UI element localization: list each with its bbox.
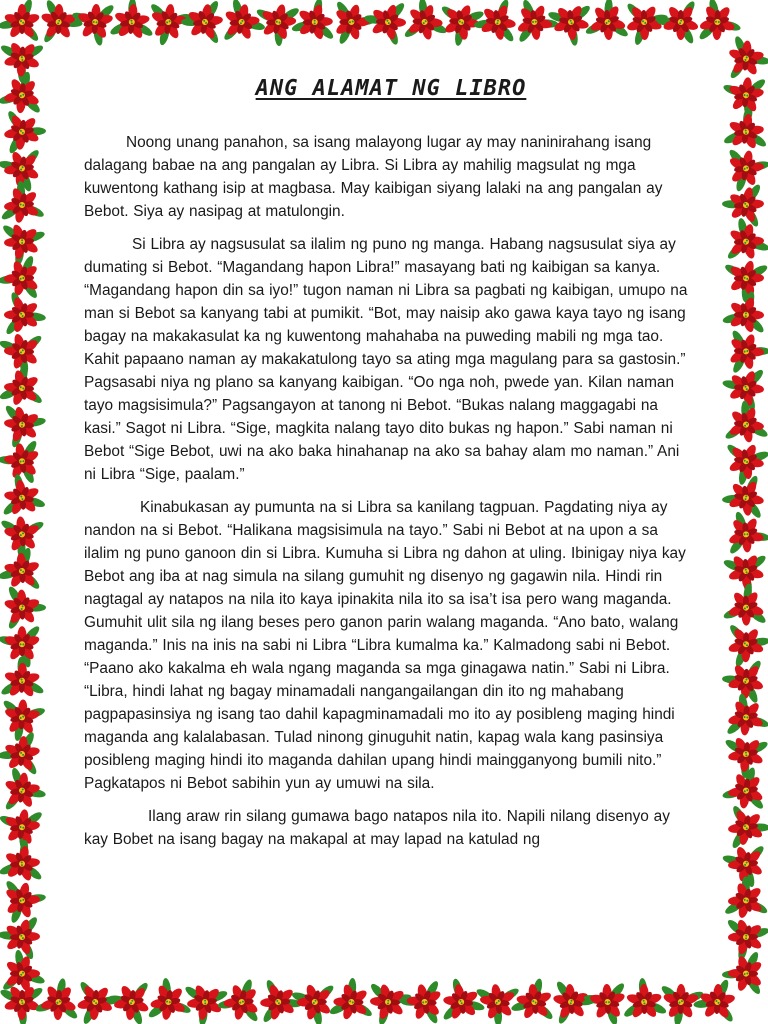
poinsettia-icon bbox=[173, 968, 235, 1024]
poinsettia-icon bbox=[724, 216, 768, 261]
poinsettia-icon bbox=[722, 250, 768, 306]
poinsettia-icon bbox=[402, 0, 450, 42]
poinsettia-icon bbox=[0, 392, 52, 452]
poinsettia-icon bbox=[177, 0, 227, 46]
poinsettia-icon bbox=[716, 104, 768, 166]
poinsettia-icon bbox=[0, 613, 56, 674]
poinsettia-icon bbox=[0, 907, 46, 962]
poinsettia-icon bbox=[0, 762, 49, 812]
poinsettia-icon bbox=[218, 0, 267, 43]
poinsettia-icon bbox=[692, 977, 737, 1024]
paragraph-4: Ilang araw rin silang gumawa bago natapos nila ito. Napili nilang disenyo ay kay Bobet na isang bagay na makapal at may lapad na katulad ng bbox=[84, 808, 670, 848]
poinsettia-icon bbox=[0, 471, 53, 531]
poinsettia-icon bbox=[0, 0, 41, 43]
poinsettia-icon bbox=[0, 577, 51, 633]
poinsettia-icon bbox=[0, 64, 54, 121]
poinsettia-icon bbox=[285, 0, 347, 56]
poinsettia-icon bbox=[713, 141, 768, 200]
paragraph-1: Noong unang panahon, sa isang malayong lugar ay may naninirahang isang dalagang babae na ang pangalan ay Libra. Si Libra ay mahilig magsulat ng mga kuwentong kathang isip at magbasa. May kaibigan siyang lalaki na ang pangalan ay Bebot. Siya ay nasipag at matulongin. bbox=[84, 134, 663, 220]
poinsettia-icon bbox=[321, 974, 375, 1024]
poinsettia-icon bbox=[291, 983, 337, 1024]
poinsettia-icon bbox=[714, 538, 768, 599]
poinsettia-icon bbox=[105, 980, 157, 1024]
poinsettia-icon bbox=[0, 289, 52, 345]
poinsettia-icon bbox=[507, 976, 555, 1024]
poinsettia-icon bbox=[0, 246, 55, 307]
paragraph-3: Kinabukasan ay pumunta na si Libra sa kanilang tagpuan. Pagdating niya ay nandon na si Bebot. “Halikana magsisimula na tayo.” Sabi ni Bebot at na upon a sa ilalim ng puno ganoon din si Libra. Kumuha si Libra ng dahon at uling. Ibinigay niya kay Bebot ang iba at nag simula na silang gumuhit ng disenyo ng gagawin nila. Hindi rin nagtagal ay natapos na nila ito kaya ipinakita nila ito sa isa’t isa pero wang maganda. Gumuhit ulit sila ng ilang beses pero ganon parin walang maganda. “Ano bato, walang maganda.” Inis na inis na sabi ni Libra “Libra kumalma ka.” Kalmadong sabi ni Bebot. “Paano ako kakalma eh wala ngang maganda sa mga ginagawa natin.” Sabi ni Libra. “Libra, hindi lahat ng bagay minamadali nangangailangan din ito ng mahabang pagpapasinsiya ng isang tao dahil kapagminamadali mo ito ay posibleng maging hindi maganda ang kalalabasan. Tulad ninong ginuguhit natin, kapag wala kang pasinsiya posibleng maging hindi ito maganda dahilan upang hindi maingganyong bumili nito.” Pagkatapos ni Bebot sabihin yun ay umuwi na sila. bbox=[84, 499, 686, 792]
poinsettia-icon bbox=[136, 972, 195, 1024]
poinsettia-icon bbox=[357, 969, 418, 1024]
poinsettia-icon bbox=[724, 437, 768, 488]
poinsettia-icon bbox=[32, 0, 87, 46]
poinsettia-icon bbox=[0, 429, 56, 491]
poinsettia-icon bbox=[470, 980, 521, 1024]
poinsettia-icon bbox=[723, 398, 768, 446]
poinsettia-icon bbox=[1, 949, 46, 992]
poinsettia-icon bbox=[318, 0, 379, 54]
poinsettia-icon bbox=[0, 108, 49, 158]
document-title: ANG ALAMAT NG LIBRO bbox=[255, 76, 527, 101]
poinsettia-icon bbox=[727, 623, 768, 669]
poinsettia-icon bbox=[720, 30, 768, 82]
document-page bbox=[84, 76, 688, 861]
paragraph-2: Si Libra ay nagsusulat sa ilalim ng puno ng manga. Habang nagsusulat siya ay dumating si Bebot. “Magandang hapon Libra!” masayang bati ng kaibigan sa kanya. “Magandang hapon din sa iyo!” tugon naman ni Libra sa pagbati ng kaibigan, umupo na man si Bebot sa kanyang tabi at pumikit. “Bot, may naisip ako gawa kaya tayo ng isang bagay na makakasulat ka ng kuwentong mahahaba na puweding mabili ng mga tao. Kahit papaano naman ay makakatulong tayo sa ating mga magulang para sa gastosin.” Pagsasabi niya ng plano sa kanyang kaibigan. “Oo nga noh, pwede yan. Kilan naman tayo magsisimula?” Pagsangayon at tanong ni Bebot. “Bukas nalang maggagabi na kasi.” Sagot ni Libra. “Sige, magkita nalang tayo dito bukas ng hapon.” Sabi naman ni Bebot “Sige Bebot, uwi na ako baka hinahanap na ako sa bahay alam mo naman.” Ani ni Libra “Sige, paalam.” bbox=[84, 236, 688, 483]
